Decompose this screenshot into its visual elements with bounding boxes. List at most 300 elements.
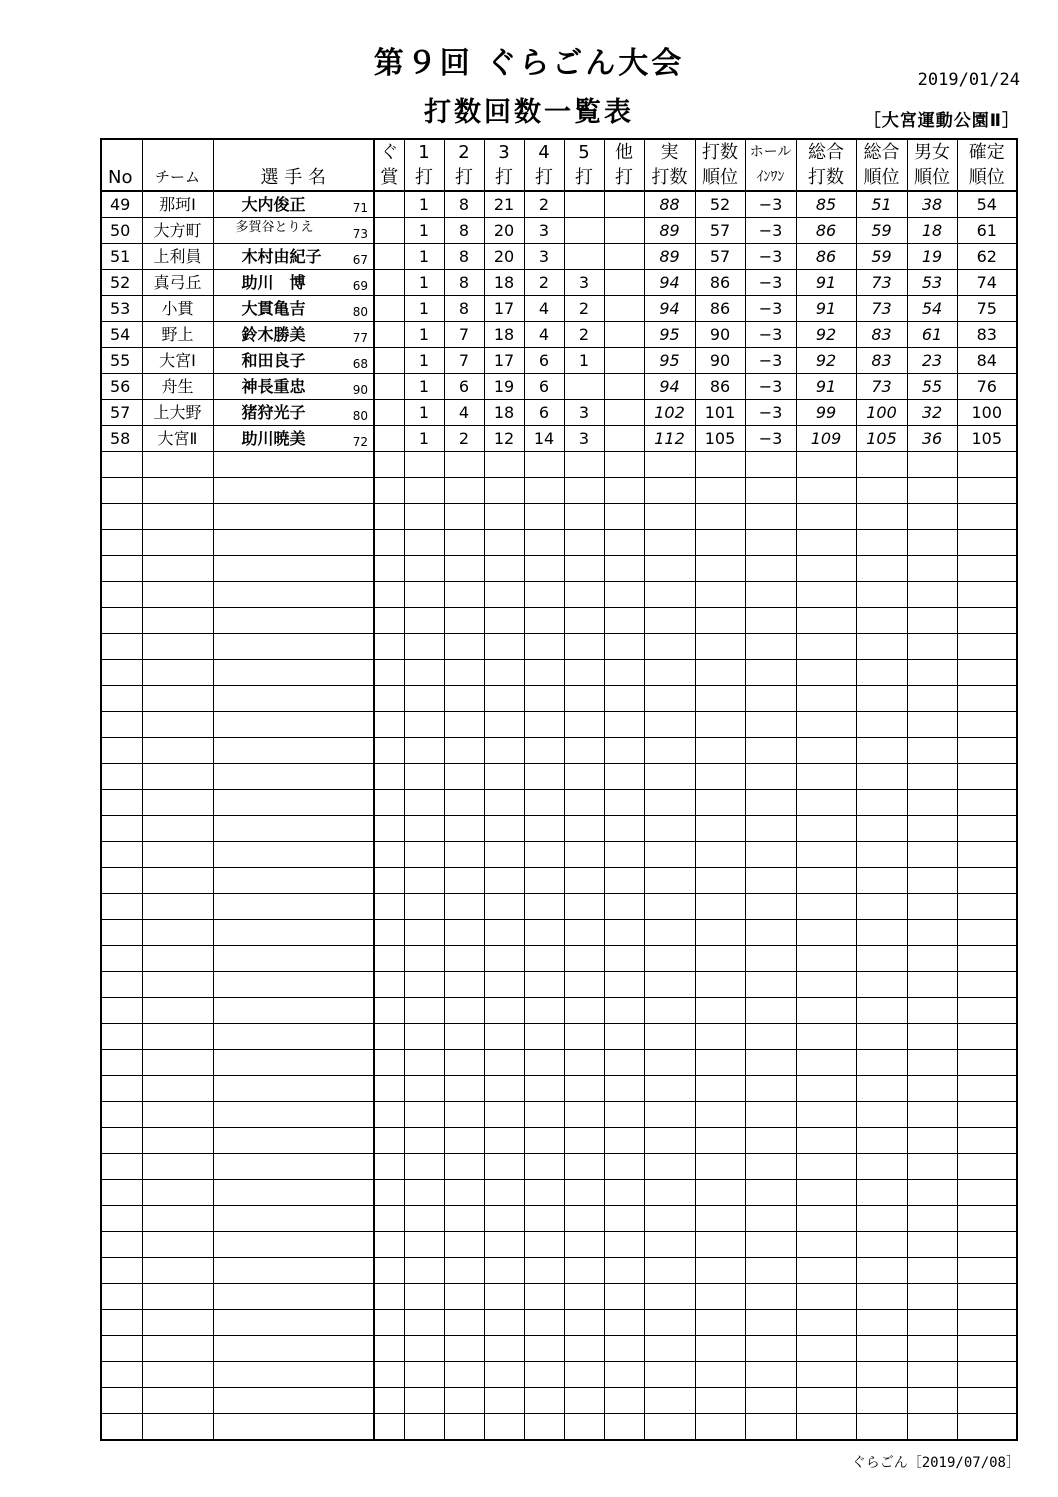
cell-gu: [374, 270, 404, 296]
cell-hole: [745, 738, 796, 764]
cell-rank: [695, 608, 745, 634]
cell-trank: [856, 1388, 907, 1414]
table-row: [101, 998, 1017, 1024]
cell-hole: [745, 712, 796, 738]
cell-rank: [695, 634, 745, 660]
cell-final: [957, 686, 1017, 712]
cell-total: 99: [796, 400, 856, 426]
col-rank-top: 打数: [695, 139, 745, 165]
cell-gu: [374, 712, 404, 738]
cell-no: [101, 686, 142, 712]
cell-d2: [444, 1362, 484, 1388]
cell-d2: [444, 738, 484, 764]
cell-name: [213, 972, 374, 998]
cell-total: [796, 946, 856, 972]
cell-actual: [644, 842, 695, 868]
cell-total: 86: [796, 244, 856, 270]
cell-d3: [484, 1232, 524, 1258]
cell-d5: [564, 1336, 604, 1362]
cell-d1: [404, 972, 444, 998]
cell-d5: [564, 634, 604, 660]
cell-final: [957, 1414, 1017, 1441]
cell-no: 54: [101, 322, 142, 348]
cell-gu: [374, 790, 404, 816]
cell-d1: 1: [404, 322, 444, 348]
cell-gender: [907, 1180, 957, 1206]
cell-hole: [745, 1180, 796, 1206]
cell-trank: [856, 946, 907, 972]
cell-rank: [695, 1102, 745, 1128]
cell-team: [142, 1310, 213, 1336]
cell-gender: [907, 1362, 957, 1388]
col-d4-top: 4: [524, 139, 564, 165]
cell-gender: 36: [907, 426, 957, 452]
cell-rank: [695, 1128, 745, 1154]
cell-d4: [524, 764, 564, 790]
cell-d1: [404, 946, 444, 972]
cell-other: [604, 452, 644, 478]
cell-team: [142, 1362, 213, 1388]
cell-team: 大宮Ⅱ: [142, 426, 213, 452]
cell-d2: 8: [444, 218, 484, 244]
cell-gender: [907, 894, 957, 920]
cell-no: [101, 764, 142, 790]
cell-d2: [444, 660, 484, 686]
cell-gu: [374, 191, 404, 218]
cell-trank: 51: [856, 191, 907, 218]
col-d3-top: 3: [484, 139, 524, 165]
cell-actual: [644, 790, 695, 816]
cell-other: [604, 374, 644, 400]
cell-team: 大宮Ⅰ: [142, 348, 213, 374]
cell-d1: [404, 1310, 444, 1336]
cell-gu: [374, 556, 404, 582]
cell-no: [101, 868, 142, 894]
cell-d4: [524, 1102, 564, 1128]
cell-other: [604, 1128, 644, 1154]
table-row: [101, 400, 1017, 426]
col-total-top: 総合: [796, 139, 856, 165]
cell-no: [101, 452, 142, 478]
cell-team: 真弓丘: [142, 270, 213, 296]
cell-actual: [644, 1414, 695, 1441]
cell-final: [957, 946, 1017, 972]
cell-d1: 1: [404, 426, 444, 452]
cell-team: [142, 1076, 213, 1102]
cell-other: [604, 504, 644, 530]
cell-gu: [374, 842, 404, 868]
cell-total: 92: [796, 348, 856, 374]
cell-trank: [856, 1414, 907, 1441]
cell-actual: [644, 634, 695, 660]
cell-d4: [524, 1206, 564, 1232]
table-body: [101, 191, 1017, 1440]
cell-d3: [484, 1284, 524, 1310]
cell-total: [796, 452, 856, 478]
cell-gu: [374, 1284, 404, 1310]
cell-actual: [644, 920, 695, 946]
cell-total: [796, 972, 856, 998]
cell-trank: [856, 1284, 907, 1310]
cell-d5: 3: [564, 270, 604, 296]
cell-actual: [644, 1154, 695, 1180]
cell-other: [604, 842, 644, 868]
cell-d3: [484, 816, 524, 842]
cell-name: [213, 920, 374, 946]
cell-total: [796, 582, 856, 608]
col-actual-bottom: 打数: [644, 165, 695, 191]
cell-d4: [524, 1232, 564, 1258]
cell-d2: [444, 1232, 484, 1258]
cell-gu: [374, 322, 404, 348]
cell-hole: [745, 1388, 796, 1414]
cell-gu: [374, 634, 404, 660]
cell-rank: 101: [695, 400, 745, 426]
cell-trank: [856, 972, 907, 998]
cell-d2: [444, 1414, 484, 1441]
cell-actual: 94: [644, 296, 695, 322]
cell-actual: [644, 1232, 695, 1258]
cell-hole: [745, 686, 796, 712]
cell-trank: [856, 1180, 907, 1206]
cell-d1: [404, 1076, 444, 1102]
table-row: [101, 1414, 1017, 1441]
cell-d1: [404, 504, 444, 530]
cell-gu: [374, 1102, 404, 1128]
cell-name: [213, 296, 374, 322]
table-row: [101, 1388, 1017, 1414]
cell-d2: [444, 1388, 484, 1414]
cell-no: 53: [101, 296, 142, 322]
cell-d5: [564, 1284, 604, 1310]
cell-d3: [484, 504, 524, 530]
cell-d2: [444, 1076, 484, 1102]
cell-name: [213, 218, 374, 244]
cell-hole: [745, 634, 796, 660]
table-row: [101, 764, 1017, 790]
cell-rank: [695, 790, 745, 816]
cell-team: [142, 686, 213, 712]
cell-rank: [695, 1310, 745, 1336]
cell-total: [796, 660, 856, 686]
cell-d5: [564, 478, 604, 504]
cell-d5: [564, 1154, 604, 1180]
cell-d4: [524, 582, 564, 608]
cell-total: [796, 1232, 856, 1258]
cell-gu: [374, 348, 404, 374]
cell-name: [213, 842, 374, 868]
cell-d5: 1: [564, 348, 604, 374]
cell-trank: [856, 894, 907, 920]
cell-final: [957, 1284, 1017, 1310]
cell-final: [957, 608, 1017, 634]
cell-d4: [524, 1336, 564, 1362]
cell-name: [213, 1076, 374, 1102]
cell-d2: [444, 1128, 484, 1154]
cell-gender: [907, 1284, 957, 1310]
player-name: 神長重忠: [241, 377, 306, 396]
cell-gu: [374, 244, 404, 270]
cell-gender: [907, 1076, 957, 1102]
cell-no: [101, 660, 142, 686]
cell-other: [604, 478, 644, 504]
cell-d4: [524, 1414, 564, 1441]
cell-d4: [524, 972, 564, 998]
cell-hole: [745, 582, 796, 608]
cell-hole: [745, 920, 796, 946]
cell-actual: [644, 894, 695, 920]
cell-d5: 2: [564, 296, 604, 322]
cell-hole: [745, 478, 796, 504]
cell-trank: 59: [856, 218, 907, 244]
cell-gu: [374, 218, 404, 244]
cell-d2: [444, 868, 484, 894]
header-row-bottom: [101, 165, 1017, 191]
cell-d3: [484, 1388, 524, 1414]
cell-total: 91: [796, 270, 856, 296]
cell-trank: 100: [856, 400, 907, 426]
cell-trank: [856, 660, 907, 686]
cell-no: [101, 504, 142, 530]
cell-d5: [564, 530, 604, 556]
cell-actual: [644, 764, 695, 790]
cell-team: [142, 738, 213, 764]
cell-actual: [644, 1362, 695, 1388]
cell-rank: [695, 660, 745, 686]
cell-team: [142, 1102, 213, 1128]
cell-d4: [524, 1310, 564, 1336]
cell-name: [213, 634, 374, 660]
cell-actual: [644, 1258, 695, 1284]
cell-final: [957, 1050, 1017, 1076]
table-row: [101, 348, 1017, 374]
cell-actual: [644, 1102, 695, 1128]
cell-rank: [695, 1284, 745, 1310]
cell-d1: [404, 478, 444, 504]
cell-trank: [856, 686, 907, 712]
cell-total: 91: [796, 374, 856, 400]
cell-gender: [907, 1024, 957, 1050]
cell-team: [142, 478, 213, 504]
cell-gu: [374, 478, 404, 504]
cell-final: 74: [957, 270, 1017, 296]
cell-total: [796, 1258, 856, 1284]
cell-d5: [564, 1362, 604, 1388]
cell-d1: [404, 556, 444, 582]
cell-d2: [444, 712, 484, 738]
cell-gender: [907, 1128, 957, 1154]
cell-d2: [444, 1258, 484, 1284]
cell-hole: −3: [745, 348, 796, 374]
cell-d5: [564, 1206, 604, 1232]
cell-no: [101, 530, 142, 556]
cell-name: [213, 816, 374, 842]
player-age: 71: [352, 201, 368, 215]
cell-total: [796, 686, 856, 712]
cell-rank: [695, 452, 745, 478]
cell-rank: 57: [695, 218, 745, 244]
cell-final: 105: [957, 426, 1017, 452]
cell-d1: 1: [404, 400, 444, 426]
cell-d2: 8: [444, 270, 484, 296]
cell-gender: [907, 816, 957, 842]
cell-name: [213, 894, 374, 920]
cell-d1: [404, 1232, 444, 1258]
cell-no: [101, 712, 142, 738]
cell-gu: [374, 296, 404, 322]
cell-actual: 88: [644, 191, 695, 218]
cell-actual: [644, 946, 695, 972]
cell-hole: [745, 504, 796, 530]
cell-no: [101, 998, 142, 1024]
cell-hole: [745, 1284, 796, 1310]
cell-d3: [484, 452, 524, 478]
player-age: 68: [352, 357, 368, 371]
cell-gender: [907, 1232, 957, 1258]
cell-d2: [444, 1180, 484, 1206]
table-row: [101, 452, 1017, 478]
cell-d2: [444, 1050, 484, 1076]
cell-name: [213, 504, 374, 530]
cell-name: [213, 400, 374, 426]
cell-total: [796, 1362, 856, 1388]
cell-actual: [644, 530, 695, 556]
table-row: [101, 426, 1017, 452]
cell-total: [796, 1388, 856, 1414]
table-row: [101, 608, 1017, 634]
cell-other: [604, 790, 644, 816]
cell-d4: [524, 790, 564, 816]
cell-name: [213, 1206, 374, 1232]
col-gu-top: ぐ: [374, 139, 404, 165]
cell-name: [213, 1414, 374, 1441]
cell-d5: [564, 218, 604, 244]
cell-other: [604, 634, 644, 660]
cell-total: [796, 634, 856, 660]
cell-gu: [374, 426, 404, 452]
table-row: [101, 1206, 1017, 1232]
cell-other: [604, 1310, 644, 1336]
cell-d4: [524, 1050, 564, 1076]
cell-d2: [444, 530, 484, 556]
page-title: 第９回 ぐらごん大会: [373, 46, 685, 81]
cell-hole: [745, 972, 796, 998]
cell-trank: [856, 634, 907, 660]
cell-gender: [907, 686, 957, 712]
cell-d1: [404, 634, 444, 660]
cell-rank: [695, 868, 745, 894]
cell-gu: [374, 946, 404, 972]
cell-hole: [745, 1050, 796, 1076]
cell-d1: [404, 842, 444, 868]
cell-gender: [907, 504, 957, 530]
cell-gender: [907, 1310, 957, 1336]
cell-gender: [907, 582, 957, 608]
player-name: 和田良子: [241, 351, 306, 370]
table-row: [101, 191, 1017, 218]
cell-gu: [374, 582, 404, 608]
cell-d5: [564, 504, 604, 530]
cell-team: [142, 582, 213, 608]
cell-d3: [484, 608, 524, 634]
cell-hole: −3: [745, 322, 796, 348]
cell-trank: 83: [856, 348, 907, 374]
cell-d1: [404, 1154, 444, 1180]
cell-no: [101, 842, 142, 868]
cell-d3: [484, 1076, 524, 1102]
cell-d2: [444, 452, 484, 478]
cell-no: [101, 1310, 142, 1336]
cell-actual: 89: [644, 218, 695, 244]
cell-d3: [484, 478, 524, 504]
cell-other: [604, 1388, 644, 1414]
cell-actual: [644, 738, 695, 764]
cell-trank: 73: [856, 374, 907, 400]
cell-name: [213, 1362, 374, 1388]
cell-hole: [745, 842, 796, 868]
cell-actual: [644, 1024, 695, 1050]
col-rank-bottom: 順位: [695, 165, 745, 191]
cell-trank: [856, 1310, 907, 1336]
cell-final: [957, 452, 1017, 478]
cell-name: [213, 790, 374, 816]
cell-gu: [374, 868, 404, 894]
col-other-bottom: 打: [604, 165, 644, 191]
cell-d5: [564, 920, 604, 946]
cell-team: [142, 1154, 213, 1180]
cell-d4: [524, 1180, 564, 1206]
cell-name: [213, 322, 374, 348]
cell-final: [957, 660, 1017, 686]
cell-hole: −3: [745, 244, 796, 270]
cell-total: 85: [796, 191, 856, 218]
cell-gender: [907, 1388, 957, 1414]
cell-no: [101, 816, 142, 842]
cell-no: [101, 1050, 142, 1076]
cell-d2: [444, 790, 484, 816]
cell-d2: [444, 1154, 484, 1180]
cell-actual: [644, 1388, 695, 1414]
cell-gender: [907, 1414, 957, 1441]
cell-d3: [484, 660, 524, 686]
cell-d5: [564, 660, 604, 686]
cell-d4: [524, 660, 564, 686]
cell-d1: [404, 1336, 444, 1362]
table-row: [101, 972, 1017, 998]
cell-d1: [404, 764, 444, 790]
cell-other: [604, 296, 644, 322]
cell-name: [213, 764, 374, 790]
cell-d3: [484, 1206, 524, 1232]
cell-gender: [907, 452, 957, 478]
cell-gu: [374, 816, 404, 842]
cell-d5: [564, 582, 604, 608]
player-name: 助川暁美: [241, 429, 306, 448]
cell-actual: 95: [644, 322, 695, 348]
cell-hole: −3: [745, 218, 796, 244]
cell-d1: [404, 1258, 444, 1284]
cell-d1: [404, 452, 444, 478]
col-d5-bottom: 打: [564, 165, 604, 191]
table-row: [101, 1284, 1017, 1310]
cell-gender: 61: [907, 322, 957, 348]
cell-trank: 73: [856, 296, 907, 322]
cell-final: [957, 738, 1017, 764]
cell-team: [142, 1180, 213, 1206]
cell-team: [142, 504, 213, 530]
cell-hole: [745, 894, 796, 920]
cell-gender: [907, 1258, 957, 1284]
